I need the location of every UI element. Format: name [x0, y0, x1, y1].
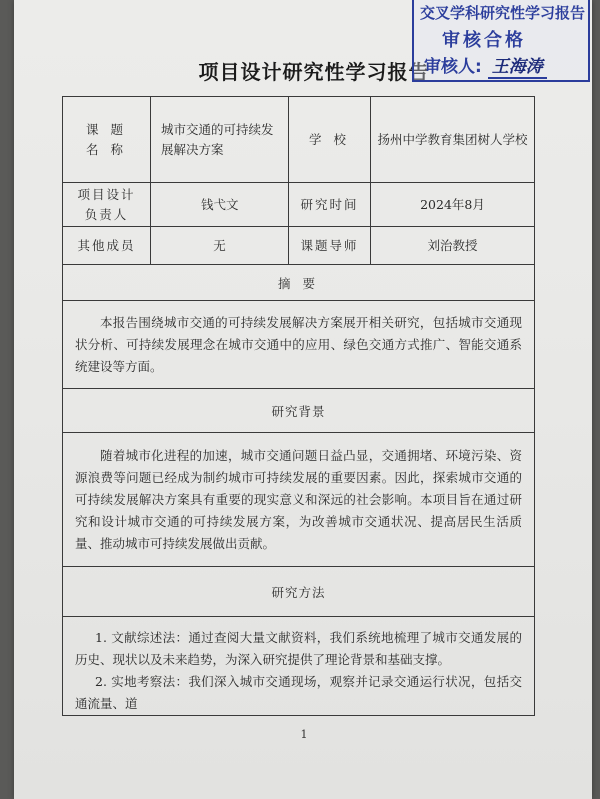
document-title: 项目设计研究性学习报告 [198, 60, 430, 84]
abstract-heading: 摘 要 [63, 265, 535, 301]
stamp-reviewer-label: 审核人: [424, 57, 482, 77]
row-background-text [63, 433, 535, 567]
topic-value: 城市交通的可持续发展解决方案 [151, 97, 289, 183]
leader-label: 项目设计 负责人 [63, 183, 151, 227]
stamp-line-2: 审核合格 [442, 30, 526, 51]
document-page [14, 0, 592, 799]
row-members [63, 227, 535, 265]
advisor-label: 课题导师 [289, 227, 371, 265]
school-value: 扬州中学教育集团树人学校 [371, 97, 535, 183]
row-methods-text [63, 617, 535, 716]
leader-value: 钱弋文 [151, 183, 289, 227]
method-item: 1. 文献综述法：通过查阅大量文献资料，我们系统地梳理了城市交通发展的历史、现状以及未来趋势，为深入研究提供了理论背景和基础支撑。 [75, 630, 522, 667]
row-abstract-text [63, 301, 535, 389]
topic-label: 课 题 名 称 [63, 97, 151, 183]
stamp-line-1: 交叉学科研究性学习报告 [420, 4, 586, 22]
stamp-reviewer-signature: 王海涛 [488, 57, 547, 79]
background-text: 随着城市化进程的加速，城市交通问题日益凸显，交通拥堵、环境污染、资源浪费等问题已经成为制约城市可持续发展的重要因素。因此，探索城市交通的可持续发展解决方案具有重要的现实意义和深远的社会影响。本项目旨在通过研究和设计城市交通的可持续发展方案，为改善城市交通状况、提高居民生活质量、推动城市可持续发展做出贡献。 [63, 433, 535, 567]
page-number: 1 [300, 728, 308, 741]
row-topic [63, 97, 535, 183]
time-value: 2024年8月 [371, 183, 535, 227]
report-form-table [62, 96, 535, 716]
row-background-heading [63, 389, 535, 433]
methods-heading: 研究方法 [63, 567, 535, 617]
approval-stamp [412, 0, 590, 82]
methods-list [63, 617, 535, 716]
school-label: 学 校 [289, 97, 371, 183]
members-value: 无 [151, 227, 289, 265]
row-methods-heading [63, 567, 535, 617]
stamp-reviewer [424, 52, 547, 77]
row-leader [63, 183, 535, 227]
time-label: 研究时间 [289, 183, 371, 227]
row-abstract-heading [63, 265, 535, 301]
background-heading: 研究背景 [63, 389, 535, 433]
abstract-text: 本报告围绕城市交通的可持续发展解决方案展开相关研究，包括城市交通现状分析、可持续发展理念在城市交通中的应用、绿色交通方式推广、智能交通系统建设等方面。 [63, 301, 535, 389]
method-item: 2. 实地考察法：我们深入城市交通现场，观察并记录交通运行状况，包括交通流量、道 [75, 674, 522, 711]
members-label: 其他成员 [63, 227, 151, 265]
advisor-value: 刘治教授 [371, 227, 535, 265]
